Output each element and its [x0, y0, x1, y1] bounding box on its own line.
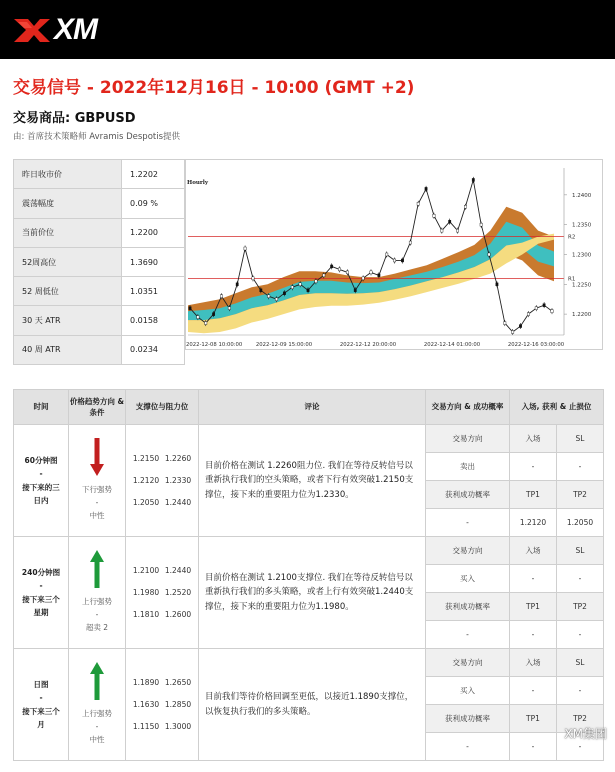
tp2-value: -: [557, 621, 604, 649]
price-candle-body: [283, 292, 285, 295]
timeframe-cell: [14, 425, 69, 537]
sl-value: -: [557, 453, 604, 481]
header-direction: 交易方向 & 成功概率: [426, 390, 510, 425]
trend-arrow: [69, 662, 125, 700]
entry-label: 入场: [510, 537, 557, 565]
comment-cell: 目前价格在测试 1.2260阻力位. 我们在等待反转信号以重新执行我们的空头策略，或者下行有效突破1.2150支撑位，接下来的重要阻力位为1.2330。: [199, 425, 426, 537]
timeframe-cell: [14, 537, 69, 649]
price-candle-body: [551, 310, 553, 313]
price-candle-body: [504, 322, 506, 325]
chart-title: Hourly: [187, 180, 209, 186]
support-level: 1.2050: [132, 498, 160, 507]
price-candle-body: [267, 295, 269, 298]
timeframe-line: -: [39, 693, 43, 702]
price-candle-body: [488, 253, 490, 256]
timeframe-line: 接下来三个: [22, 706, 60, 716]
price-candle-body: [354, 289, 356, 292]
price-candle-body: [401, 259, 403, 262]
x-tick-label: 2022-12-14 01:00:00: [423, 342, 481, 348]
price-candle-body: [212, 313, 214, 316]
support-level: 1.1150: [132, 722, 160, 731]
price-candle-body: [205, 322, 207, 325]
stats-row: [14, 160, 185, 189]
probability-value: -: [426, 509, 510, 537]
support-level: 1.1980: [132, 588, 160, 597]
stats-row: [14, 335, 185, 364]
resistance-level: 1.2850: [164, 700, 192, 709]
entry-label: 入场: [510, 649, 557, 677]
price-candle-body: [464, 205, 466, 208]
stat-value: 1.3690: [122, 247, 185, 276]
comment-cell: 目前我们等待价格回调至更低，以接近1.1890支撑位，以恢复执行我们的多头策略。: [199, 649, 426, 761]
price-candle-body: [535, 307, 537, 310]
sr-grid: [126, 454, 198, 507]
price-candle-body: [189, 307, 191, 310]
stat-label: 52周高位: [14, 247, 122, 276]
probability-label: 获利成功概率: [426, 481, 510, 509]
price-candle-body: [275, 298, 277, 301]
trend-cell: [69, 537, 126, 649]
provider-label: 由: 首席技术策略师 Avramis Despotis提供: [13, 132, 181, 142]
sr-cell: [126, 425, 199, 537]
price-candle-body: [197, 316, 199, 319]
timeframe-cell: [14, 649, 69, 761]
price-chart: [185, 159, 603, 350]
price-candle-body: [307, 289, 309, 292]
entry-value: -: [510, 565, 557, 593]
trend-cell: [69, 649, 126, 761]
timeframe-line: 日图: [33, 679, 49, 689]
price-candle-body: [370, 271, 372, 274]
probability-label: 获利成功概率: [426, 705, 510, 733]
level-label: R1: [568, 276, 576, 283]
table-row: [14, 649, 604, 677]
sl-label: SL: [557, 425, 604, 453]
stat-label: 30 天 ATR: [14, 306, 122, 335]
stat-value: 1.2200: [122, 218, 185, 247]
tp1-label: TP1: [510, 481, 557, 509]
stat-value: 0.0234: [122, 335, 185, 364]
price-candle-body: [338, 268, 340, 271]
direction-label: 交易方向: [426, 649, 510, 677]
arrow-up-icon: [90, 662, 104, 700]
y-tick-label: 1.2250: [572, 282, 592, 289]
trend-line: 上行强势: [82, 597, 112, 607]
y-tick-label: 1.2300: [572, 252, 592, 259]
direction-value: 买入: [426, 565, 510, 593]
timeframe-line: -: [39, 581, 43, 590]
price-candle-body: [519, 325, 521, 328]
probability-value: -: [426, 733, 510, 761]
tp1-label: TP1: [510, 705, 557, 733]
price-candle-body: [362, 277, 364, 280]
stats-row: [14, 277, 185, 306]
sr-cell: [126, 537, 199, 649]
tp1-label: TP1: [510, 593, 557, 621]
header-trend: 价格趋势方向 & 条件: [69, 390, 126, 425]
header-sr: 支撑位与阻力位: [126, 390, 199, 425]
price-candle-body: [425, 187, 427, 190]
tp1-value: -: [510, 733, 557, 761]
brand-name: XM: [54, 13, 97, 46]
resistance-level: 1.2520: [164, 588, 192, 597]
stats-table: [13, 159, 185, 365]
direction-label: 交易方向: [426, 425, 510, 453]
support-level: 1.2120: [132, 476, 160, 485]
price-candle-body: [244, 247, 246, 250]
price-chart-svg: [186, 160, 602, 349]
resistance-level: 1.2440: [164, 498, 192, 507]
y-tick-label: 1.2200: [572, 312, 592, 319]
price-candle-body: [496, 283, 498, 286]
resistance-level: 1.3000: [164, 722, 192, 731]
direction-value: 买入: [426, 677, 510, 705]
timeframe-line: 240分钟图: [21, 567, 61, 577]
resistance-level: 1.2650: [164, 678, 192, 687]
y-tick-label: 1.2350: [572, 222, 592, 229]
entry-value: -: [510, 453, 557, 481]
price-candle-body: [456, 229, 458, 232]
support-level: 1.1890: [132, 678, 160, 687]
tp1-value: -: [510, 621, 557, 649]
price-candle-body: [323, 274, 325, 277]
trend-line: -: [95, 498, 99, 508]
stats-row: [14, 306, 185, 335]
xm-logo[interactable]: [12, 10, 97, 50]
sr-grid: [126, 678, 198, 731]
sr-grid: [126, 566, 198, 619]
x-tick-label: 2022-12-12 20:00:00: [339, 342, 397, 348]
stats-row: [14, 189, 185, 218]
trend-line: -: [95, 610, 99, 620]
watermark: XM集团: [564, 727, 607, 741]
price-candle-body: [315, 280, 317, 283]
price-candle-body: [472, 178, 474, 181]
stat-label: 昨日收市价: [14, 160, 122, 189]
price-candle-body: [448, 220, 450, 223]
tp2-value: 1.2050: [557, 509, 604, 537]
stat-label: 当前价位: [14, 218, 122, 247]
timeframe-line: 接下来的三: [22, 482, 60, 492]
direction-label: 交易方向: [426, 537, 510, 565]
direction-value: 卖出: [426, 453, 510, 481]
timeframe-line: -: [39, 469, 43, 478]
price-candle-body: [393, 259, 395, 262]
resistance-level: 1.2260: [164, 454, 192, 463]
signals-table: [13, 389, 604, 761]
resistance-level: 1.2600: [164, 610, 192, 619]
price-candle-body: [220, 295, 222, 298]
stat-value: 0.09 %: [122, 189, 185, 218]
stat-label: 52 周低位: [14, 277, 122, 306]
price-candle-body: [417, 202, 419, 205]
top-bar: [0, 0, 615, 59]
stat-value: 1.2202: [122, 160, 185, 189]
support-level: 1.2150: [132, 454, 160, 463]
comment-cell: 目前价格在测试 1.2100支撑位. 我们在等待反转信号以重新执行我们的多头策略，或者上行有效突破1.2440支撑位，接下来的重要阻力位为1.1980。: [199, 537, 426, 649]
x-tick-label: 2022-12-16 03:00:00: [507, 342, 565, 348]
trend-line: 下行强势: [82, 485, 112, 495]
tp2-label: TP2: [557, 593, 604, 621]
sl-value: -: [557, 677, 604, 705]
price-candle-body: [433, 214, 435, 217]
sl-value: -: [557, 565, 604, 593]
price-candle-body: [236, 283, 238, 286]
stats-row: [14, 218, 185, 247]
price-candle-body: [346, 271, 348, 274]
stat-value: 0.0158: [122, 306, 185, 335]
level-label: R2: [568, 234, 576, 241]
trend-arrow: [69, 438, 125, 476]
sr-cell: [126, 649, 199, 761]
trend-arrow: [69, 550, 125, 588]
price-candle-body: [527, 313, 529, 316]
x-tick-label: 2022-12-09 15:00:00: [255, 342, 313, 348]
support-level: 1.1810: [132, 610, 160, 619]
sl-label: SL: [557, 537, 604, 565]
price-candle-body: [252, 277, 254, 280]
trend-line: -: [95, 722, 99, 732]
arrow-down-icon: [90, 438, 104, 476]
page-title: 交易信号 - 2022年12月16日 - 10:00 (GMT +2): [13, 78, 415, 98]
probability-value: -: [426, 621, 510, 649]
timeframe-line: 60分钟图: [24, 455, 58, 465]
tp2-label: TP2: [557, 705, 604, 733]
price-candle-body: [386, 253, 388, 256]
probability-label: 获利成功概率: [426, 593, 510, 621]
stats-row: [14, 247, 185, 276]
y-tick-label: 1.2400: [572, 192, 592, 199]
price-candle-body: [480, 223, 482, 226]
price-candle-body: [228, 307, 230, 310]
entry-label: 入场: [510, 425, 557, 453]
tp2-value: -: [557, 733, 604, 761]
stat-label: 40 周 ATR: [14, 335, 122, 364]
stat-value: 1.0351: [122, 277, 185, 306]
price-candle-body: [543, 304, 545, 307]
price-candle-body: [441, 229, 443, 232]
price-candle-body: [299, 283, 301, 286]
stat-label: 震荡幅度: [14, 189, 122, 218]
trend-line: 超卖 2: [85, 622, 109, 632]
sl-label: SL: [557, 649, 604, 677]
xm-logo-mark-icon: [12, 15, 52, 45]
price-candle-body: [291, 286, 293, 289]
timeframe-line: 日内: [33, 496, 49, 505]
product-label: 交易商品: GBPUSD: [13, 111, 136, 126]
price-candle-body: [260, 289, 262, 292]
arrow-up-icon: [90, 550, 104, 588]
trend-cell: [69, 425, 126, 537]
trend-line: 中性: [89, 510, 105, 520]
header-time: 时间: [14, 390, 69, 425]
tp1-value: 1.2120: [510, 509, 557, 537]
tp2-label: TP2: [557, 481, 604, 509]
trend-line: 中性: [89, 734, 105, 744]
header-comment: 评论: [199, 390, 426, 425]
resistance-level: 1.2440: [164, 566, 192, 575]
support-level: 1.2100: [132, 566, 160, 575]
timeframe-line: 接下来三个: [22, 594, 60, 604]
entry-value: -: [510, 677, 557, 705]
price-candle-body: [330, 265, 332, 268]
timeframe-line: 月: [37, 720, 45, 729]
x-tick-label: 2022-12-08 10:00:00: [186, 342, 243, 348]
support-level: 1.1630: [132, 700, 160, 709]
timeframe-line: 星期: [33, 608, 49, 617]
trend-line: 上行强势: [82, 709, 112, 719]
table-row: [14, 537, 604, 565]
table-row: [14, 425, 604, 453]
resistance-level: 1.2330: [164, 476, 192, 485]
header-levels: 入场, 获利 & 止损位: [510, 390, 604, 425]
price-candle-body: [511, 331, 513, 334]
price-candle-body: [409, 241, 411, 244]
price-candle-body: [378, 274, 380, 277]
